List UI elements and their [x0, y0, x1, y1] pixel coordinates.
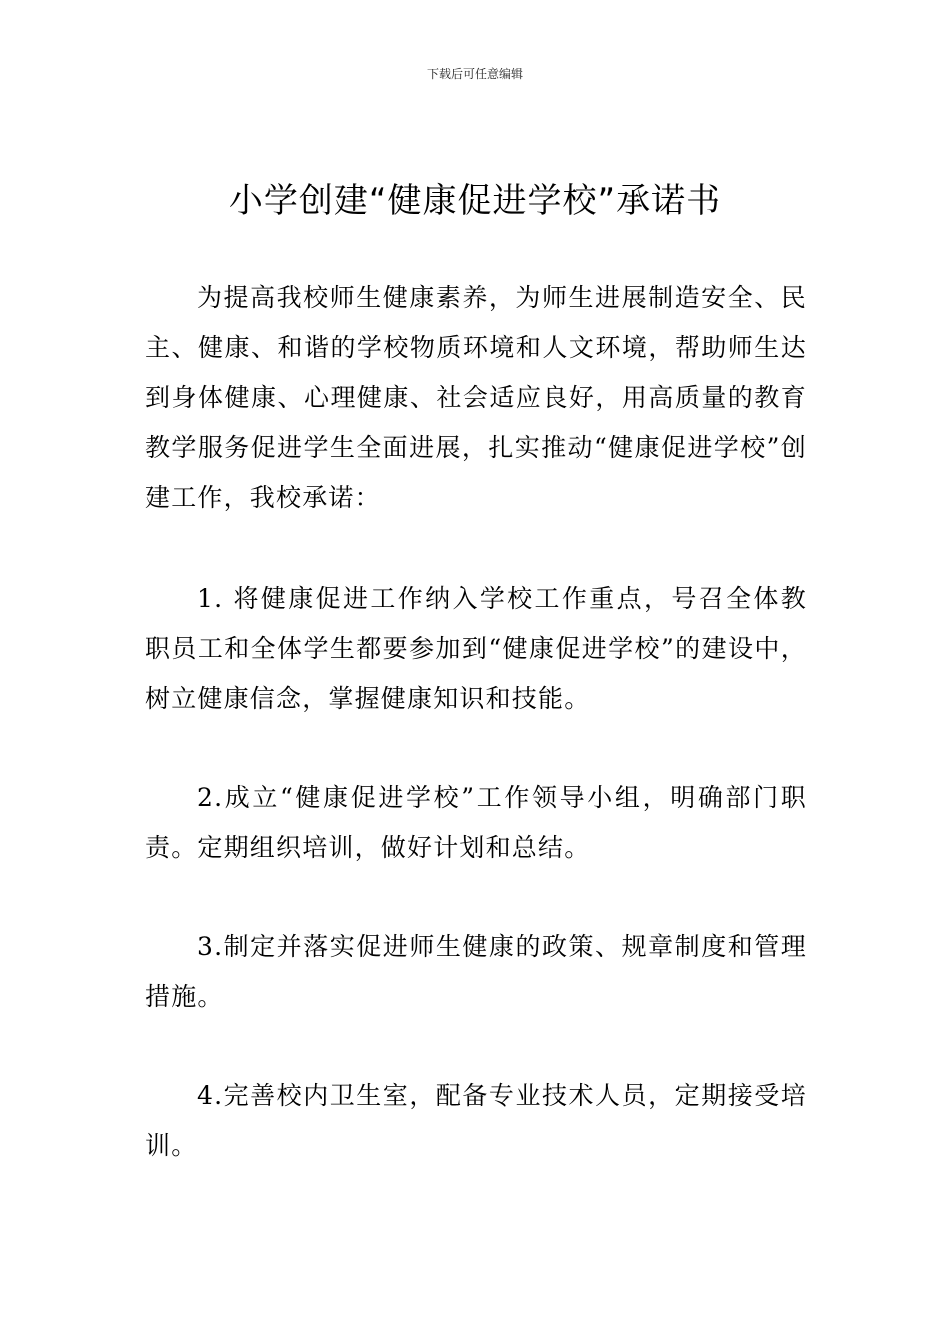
document-title: 小学创建“健康促进学校”承诺书 — [228, 181, 722, 221]
commitment-item-3: 3.制定并落实促进师生健康的政策、规章制度和管理措施。 — [145, 932, 807, 1011]
intro-paragraph: 为提高我校师生健康素养，为师生进展制造安全、民主、健康、和谐的学校物质环境和人文环境，帮助师生达到身体健康、心理健康、社会适应良好，用高质量的教育教学服务促进学生全面进展，扎实推动“健康促进学校”创建工作，我校承诺： — [145, 283, 807, 512]
commitment-item-2: 2.成立“健康促进学校”工作领导小组，明确部门职责。定期组织培训，做好计划和总结。 — [145, 783, 807, 862]
commitment-item-1: 1. 将健康促进工作纳入学校工作重点，号召全体教职员工和全体学生都要参加到“健康促进学校”的建设中，树立健康信念，掌握健康知识和技能。 — [145, 584, 807, 713]
commitment-item-4: 4.完善校内卫生室，配备专业技术人员，定期接受培训。 — [145, 1081, 807, 1160]
header-note: 下载后可任意编辑 — [426, 67, 523, 81]
